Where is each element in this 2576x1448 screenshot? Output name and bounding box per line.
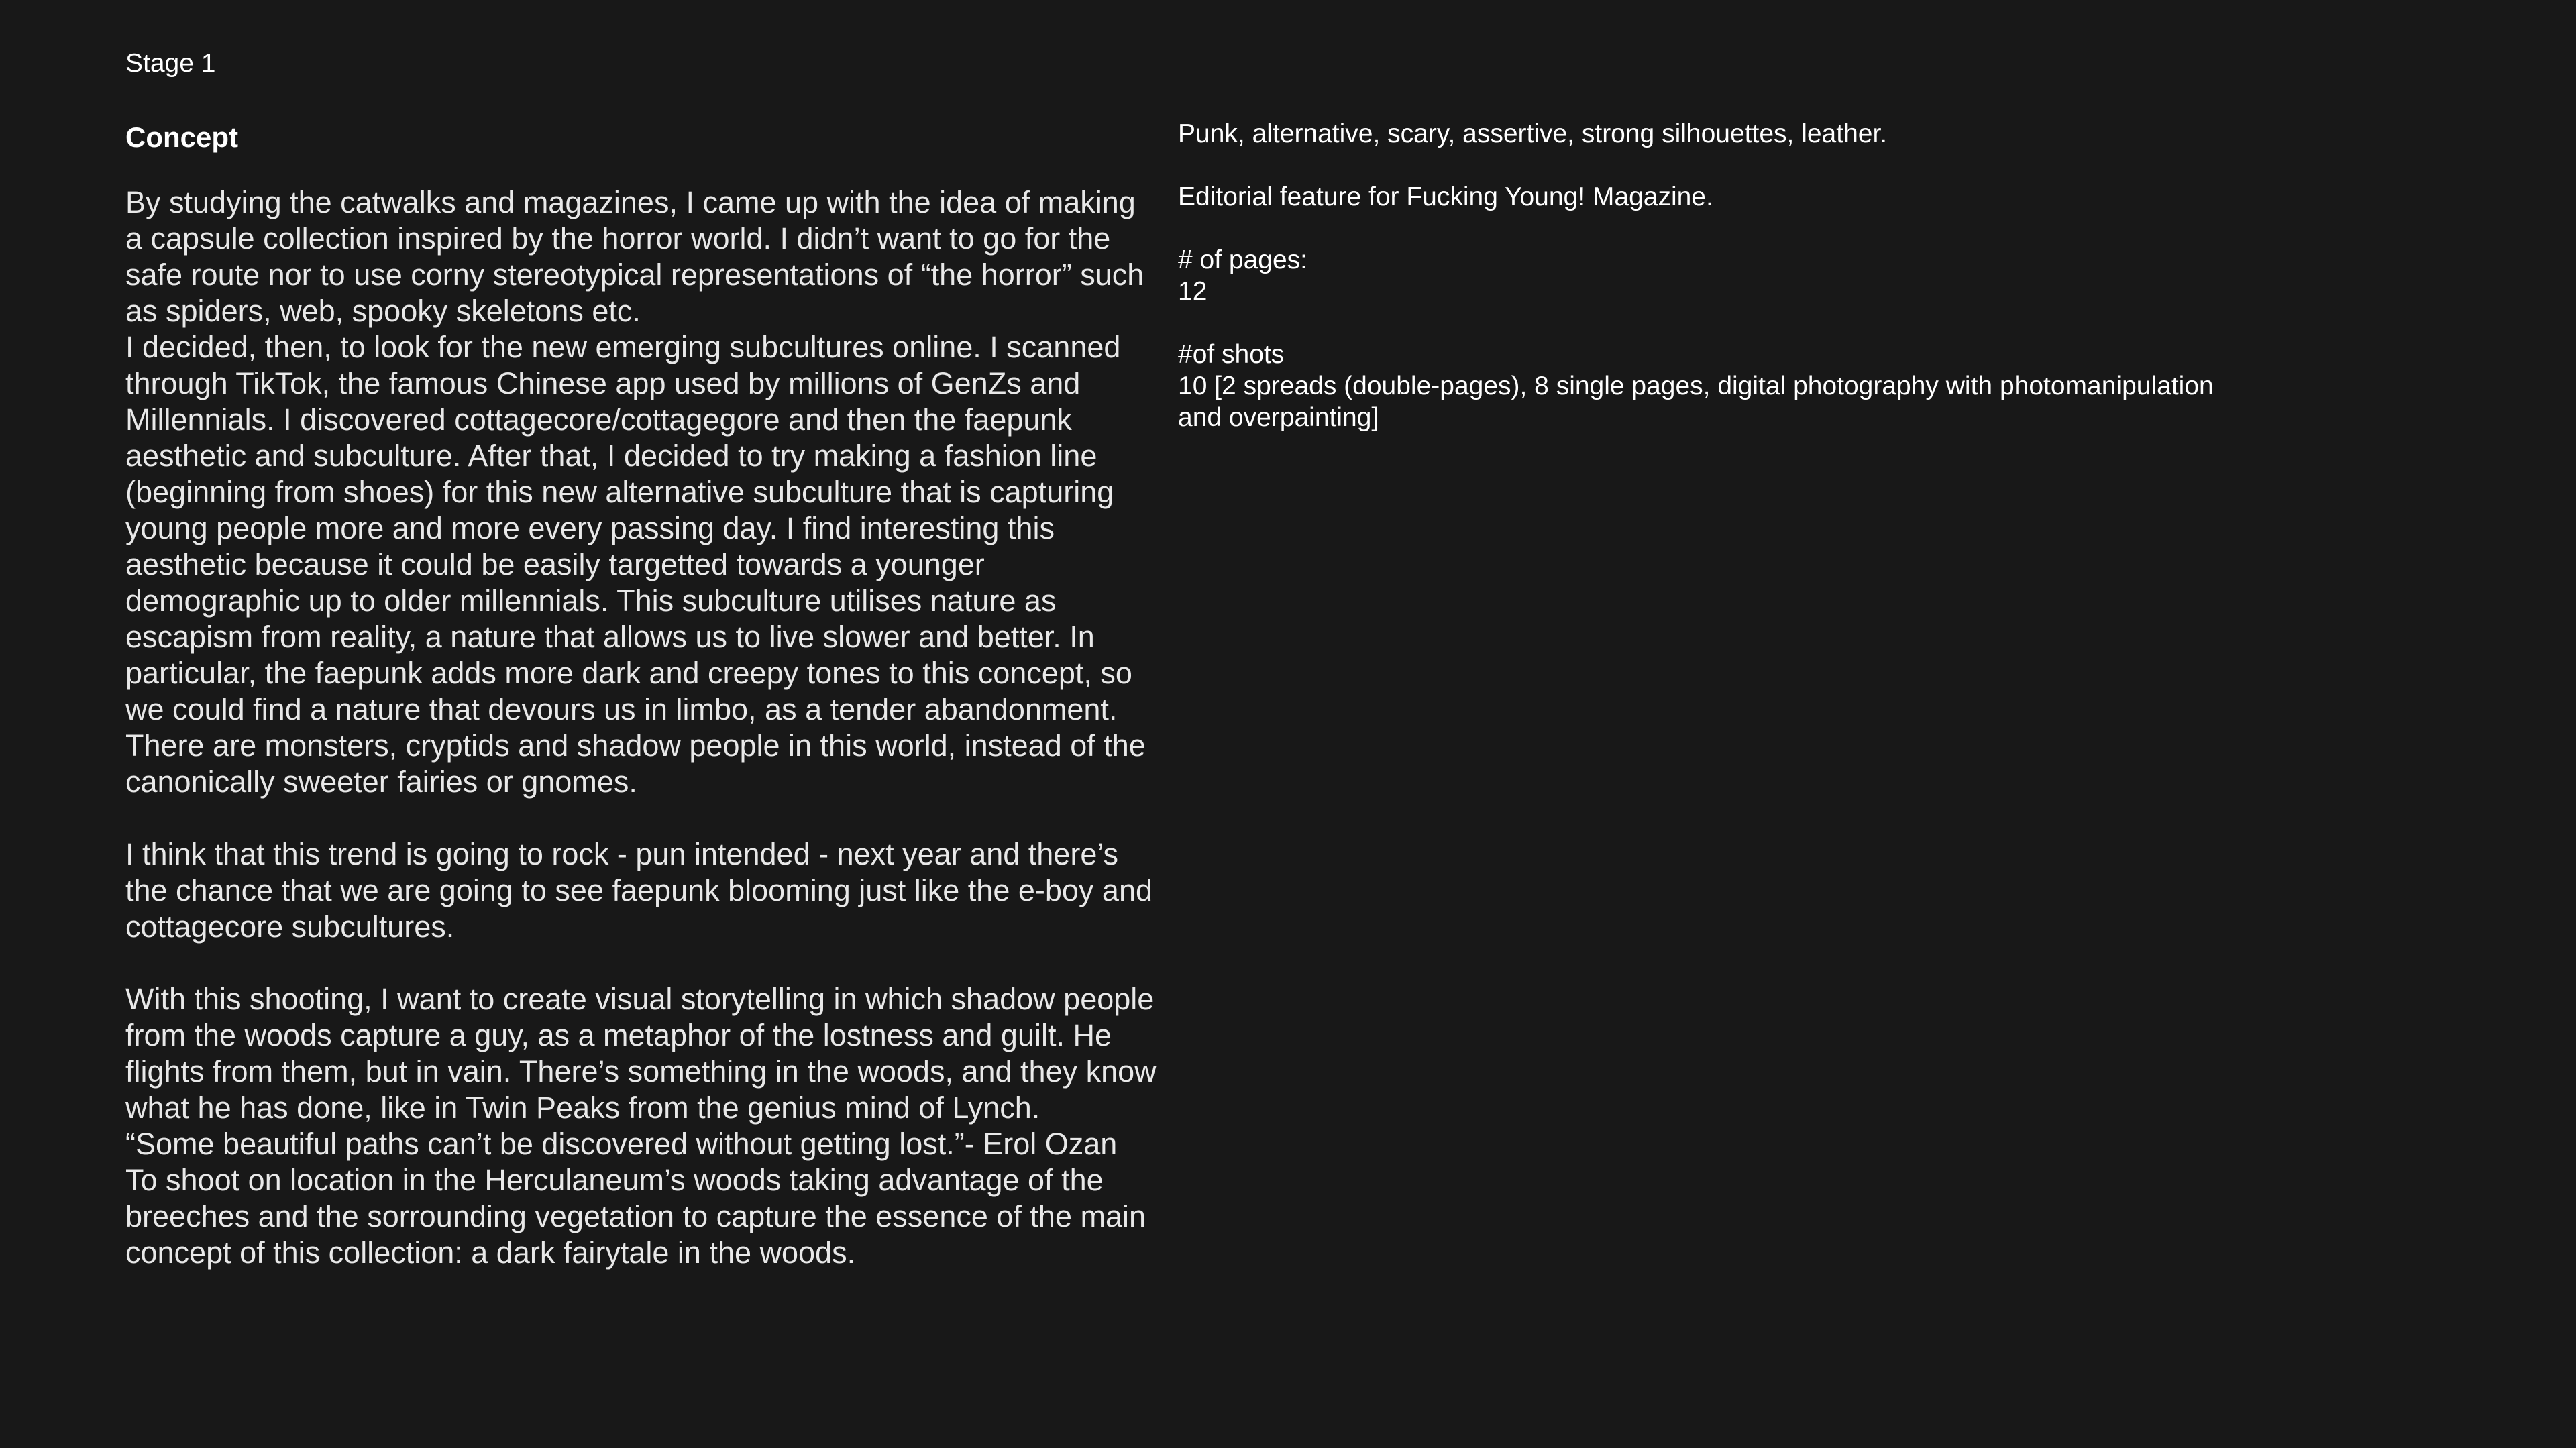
stage-label: Stage 1 — [125, 49, 216, 78]
shots-value: 10 [2 spreads (double-pages), 8 single pages, digital photography with photomanipulation and overpainting] — [1178, 372, 2214, 432]
concept-section — [125, 119, 1159, 1271]
concept-paragraph-2: I think that this trend is going to rock - pun intended - next year and there’s the chance that we are going to see faepunk blooming just like the e-boy and cottagecore subcultures. — [125, 837, 1153, 944]
keywords: Punk, alternative, scary, assertive, strong silhouettes, leather. — [1178, 119, 1888, 148]
pages-label: # of pages: — [1178, 245, 1307, 274]
pages-info — [1178, 244, 2251, 307]
concept-paragraph-3a: With this shooting, I want to create visual storytelling in which shadow people from the woods capture a guy, as a metaphor of the lostness and guilt. He flights from them, but in vain. There’s something in the woods, and they know what he has done, like in Twin Peaks from the genius mind of Lynch. — [125, 982, 1157, 1125]
concept-quote: “Some beautiful paths can’t be discovered without getting lost.”- Erol Ozan — [125, 1127, 1118, 1161]
concept-paragraph-3b: To shoot on location in the Herculaneum’s woods taking advantage of the breeches and the sorrounding vegetation to capture the essence of the main concept of this collection: a dark fairytale in the woods. — [125, 1163, 1146, 1270]
concept-paragraph-1b: I decided, then, to look for the new emerging subcultures online. I scanned through TikTok, the famous Chinese app used by millions of GenZs and Millennials. I discovered cottagecore/cottagegore and then the faepunk aesthetic and subculture. After that, I decided to try making a fashion line (beginning from shoes) for this new alternative subculture that is capturing young people more and more every passing day. I find interesting this aesthetic because it could be easily targetted towards a younger demographic up to older millennials. This subculture utilises nature as escapism from reality, a nature that allows us to live slower and better. In particular, the faepunk adds more dark and creepy tones to this concept, so we could find a nature that devours us in limbo, as a tender abandonment. There are monsters, cryptids and shadow people in this world, instead of the canonically sweeter fairies or gnomes. — [125, 330, 1146, 799]
shots-label: #of shots — [1178, 340, 1285, 369]
pages-value: 12 — [1178, 277, 1208, 306]
details-section — [1178, 118, 2251, 465]
concept-heading: Concept — [125, 121, 238, 153]
concept-body — [125, 184, 1159, 1271]
concept-paragraph-1a: By studying the catwalks and magazines, I came up with the idea of making a capsule collection inspired by the horror world. I didn’t want to go for the safe route nor to use corny stereotypical representations of “the horror” such as spiders, web, spooky skeletons etc. — [125, 185, 1144, 328]
shots-info — [1178, 339, 2251, 433]
editorial-feature: Editorial feature for Fucking Young! Magazine. — [1178, 182, 1713, 211]
